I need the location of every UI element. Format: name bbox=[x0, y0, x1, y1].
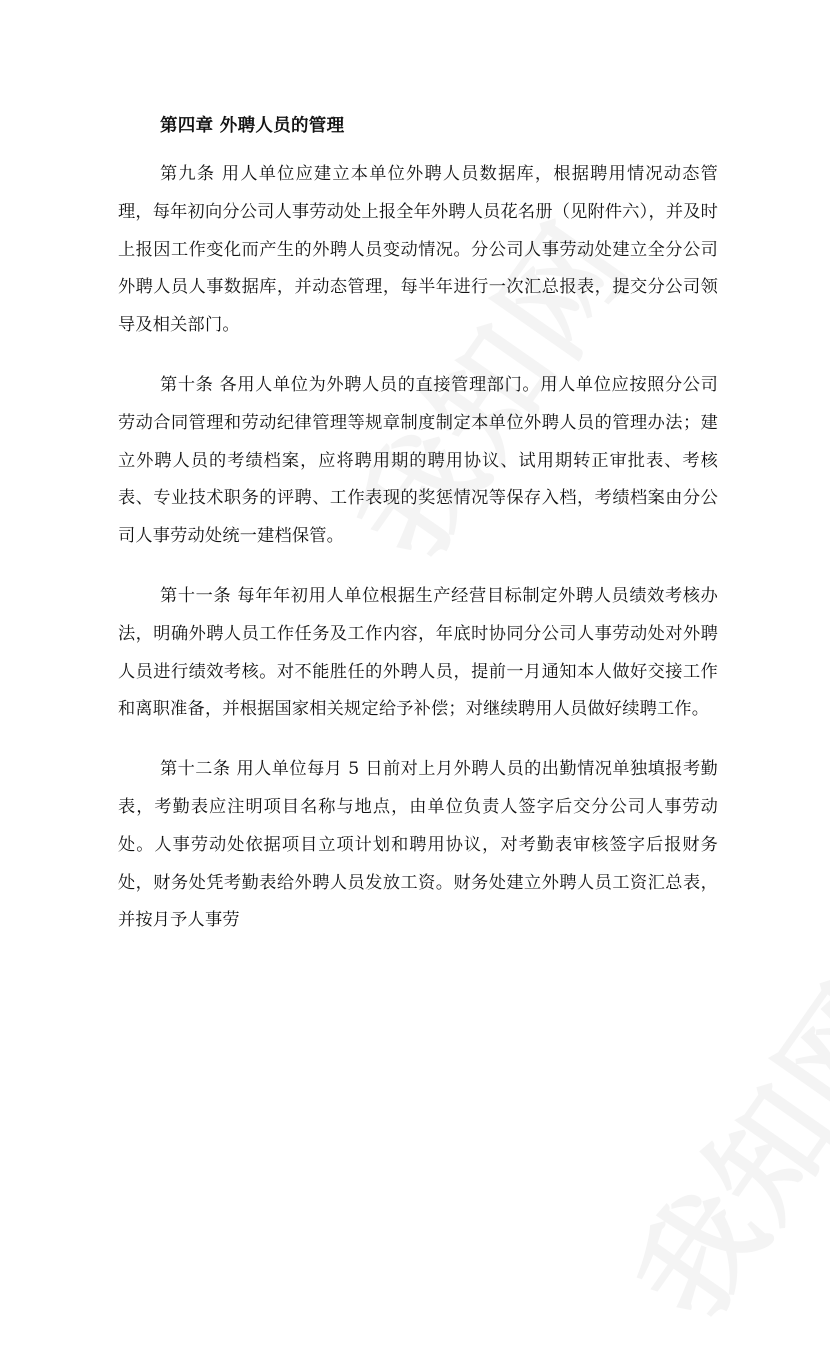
document-body bbox=[118, 110, 718, 962]
chapter-title: 第四章 外聘人员的管理 bbox=[160, 116, 345, 136]
article-10-paragraph: 第十条 各用人单位为外聘人员的直接管理部门。用人单位应按照分公司劳动合同管理和劳动纪律管理等规章制度制定本单位外聘人员的管理办法；建立外聘人员的考绩档案，应将聘用期的聘用协议、试用期转正审批表、考核表、专业技术职务的评聘、工作表现的奖惩情况等保存入档，考绩档案由分公司人事劳动处统一建档保管。 bbox=[118, 374, 718, 547]
article-12-paragraph: 第十二条 用人单位每月 5 日前对上月外聘人员的出勤情况单独填报考勤表，考勤表应注明项目名称与地点，由单位负责人签字后交分公司人事劳动处。人事劳动处依据项目立项计划和聘用协议，对考勤表审核签字后报财务处，财务处凭考勤表给外聘人员发放工资。财务处建立外聘人员工资汇总表，并按月予人事劳 bbox=[118, 759, 718, 931]
article-9-paragraph: 第九条 用人单位应建立本单位外聘人员数据库，根据聘用情况动态管理，每年初向分公司人事劳动处上报全年外聘人员花名册（见附件六），并及时上报因工作变化而产生的外聘人员变动情况。分公司人事劳动处建立全分公司外聘人员人事数据库，并动态管理，每半年进行一次汇总报表，提交分公司领导及相关部门。 bbox=[118, 164, 718, 336]
watermark bbox=[589, 944, 830, 1347]
article-11-paragraph: 第十一条 每年年初用人单位根据生产经营目标制定外聘人员绩效考核办法，明确外聘人员工作任务及工作内容，年底时协同分公司人事劳动处对外聘人员进行绩效考核。对不能胜任的外聘人员，提前一月通知本人做好交接工作和离职准备，并根据国家相关规定给予补偿；对继续聘用人员做好续聘工作。 bbox=[118, 585, 718, 720]
